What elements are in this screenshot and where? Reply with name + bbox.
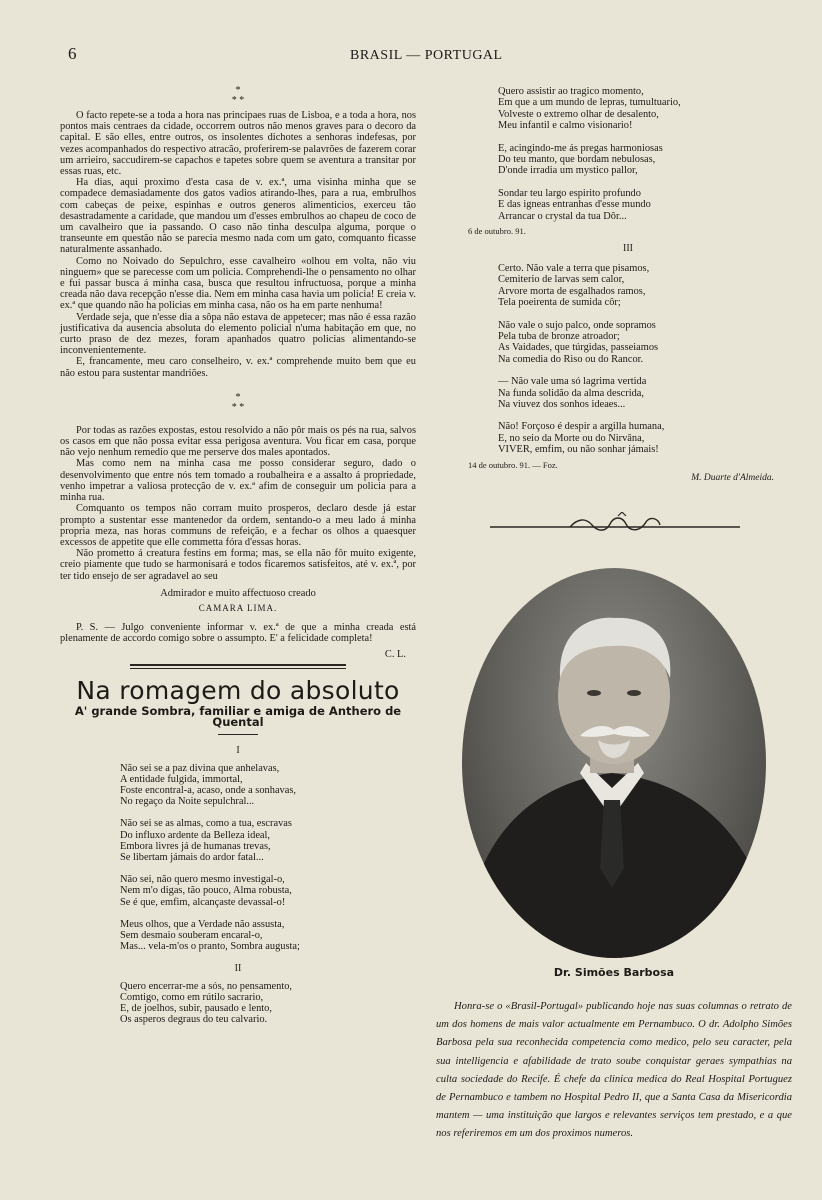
paragraph: E, francamente, meu caro conselheiro, v. ex.ª comprehende muito bem que eu não estou para sustentar mandriões. — [60, 356, 416, 379]
biography — [436, 998, 792, 1144]
stanza: Quero assistir ao tragico momento, Em que a um mundo de lepras, tumultuario, Volveste o extremo olhar de desalento, Meu infantil e calmo visionario! — [498, 86, 681, 132]
running-title: BRASIL — PORTUGAL — [350, 48, 503, 63]
ornament-divider — [490, 512, 740, 538]
stanza: Meus olhos, que a Verdade não assusta, Sem desmaio souberam encaral-o, Mas... vela-m'os o pranto, Sombra augusta; — [120, 918, 300, 953]
poem-part-label: I — [236, 745, 240, 757]
paragraph: Como no Noivado do Sepulchro, esse cavalheiro «olhou em volta, não viu ninguem» que se parecesse com um policia. Comprehendi-lhe o pensamento no olhar e fui passar busca á minha casa, busca que resultou infructuosa, porque a minha creada não dava recepção n'esse dia. Nem em minha casa havia um policia! E creia v. ex.ª que quando não ha policias em minha casa, não os ha em parte nenhuma! — [60, 255, 416, 312]
stanza: Não sei se as almas, como a tua, escravas Do influxo ardente da Belleza ideal, Embora livres já de humanas trevas, Se libertam jámais do ardor fatal... — [120, 818, 292, 863]
stanza: Não! Forçoso é despir a argilla humana, E, no seio da Morte ou do Nirvâna, VIVER, emfim, ou não sonhar jámais! — [498, 421, 665, 456]
letter-closing: Admirador e muito affectuoso creado — [160, 587, 316, 599]
postscript: P. S. — Julgo conveniente informar v. ex.ª de que a minha creada está plenamente de accordo comigo sobre o assumpto. E' a felicidade completa! — [60, 622, 416, 645]
stanza: Certo. Não vale a terra que pisamos, Cemiterio de larvas sem calor, Arvore morta de esgalhados ramos, Tela poeirenta de sumida côr; — [498, 262, 650, 309]
poem-part-label: III — [623, 243, 633, 255]
section-divider — [130, 664, 346, 669]
poem-part-3 — [498, 263, 788, 456]
poem-date: 6 de outubro. 91. — [468, 226, 526, 237]
portrait-caption: Dr. Simões Barbosa — [553, 966, 675, 979]
stanza: E, acingindo-me ás pregas harmoniosas Do teu manto, que bordam nebulosas, D'onde irradia um mystico pallor, — [498, 142, 663, 177]
poem-part-2-start — [120, 981, 416, 1026]
letter-signature: CAMARA LIMA. — [198, 602, 278, 613]
portrait-photo — [462, 568, 766, 958]
paragraph: Não prometto á creatura festins em forma; mas, se ella não fôr muito exigente, creio piamente que tudo se harmonisará e todos ficaremos satisfeitos, até v. ex.ª, por ter tido ensejo de ser agradavel ao seu — [60, 548, 416, 582]
poem-title: Na romagem do absoluto — [76, 675, 400, 705]
section-stars: * * * — [231, 391, 245, 413]
stanza: Sondar teu largo espirito profundo E das igneas entranhas d'esse mundo Arrancar o crystal da tua Dôr... — [498, 187, 651, 222]
poem-dedication: A' grande Sombra, familiar e amiga de Anthero de Quental — [74, 703, 402, 730]
poem-author: M. Duarte d'Almeida. — [691, 472, 774, 483]
stanza: Não sei, não quero mesmo investigal-o, Nem m'o digas, tão pouco, Alma robusta, Se é que, emfim, alcançaste devassal-o! — [120, 874, 292, 908]
stanza: Não sei se a paz divina que anhelavas, A entidade fulgida, immortal, Foste encontral-a, acaso, onde a sonhavas, No regaço da Noite sepulchral... — [120, 762, 297, 808]
poem-part-label: II — [234, 963, 242, 975]
paragraph: Mas como nem na minha casa me posso considerar seguro, dado o desenvolvimento que entre nós tem tomado a roubalheira e a assalto á propriedade, venho impetrar a valiosa protecção de v. ex.ª afim de conseguir um policia para a minha rua. — [60, 458, 416, 504]
paragraph: O facto repete-se a toda a hora nas principaes ruas de Lisboa, e a toda a hora, nos pontos mais centraes da cidade, occorrem outros não menos graves para o decoro da capital. E são elles, entre outros, os insolentes dichotes a senhoras indefesas, por vezes acompanhados do respectivo atracão, proferirem-se palavrões de fazerem corar um arrieiro, saccudirem-se capachos e tapetes sobre quem se aventura a transitar por essas ruas, etc. — [60, 110, 416, 178]
stanza: — Não vale uma só lagrima vertida Na funda solidão da alma descrida, Na viuvez dos sonhos ideaes... — [498, 376, 647, 410]
paragraph: Ha dias, aqui proximo d'esta casa de v. ex.ª, uma visinha minha que se compadece demasiadamente dos gatos vadios atirando-lhes, para a rua, embrulhos com cabeças de peixe, espinhas e outros generos alimenticios, exerceu tão desastradamente a caridade, que mandou um d'esses embrulhos ao chapeu de coco de um cavalheiro que ia passando. O caso não tinha desculpa alguma, porque o transeunte em questão não se parecia mesmo nada com um gato, comquanto ficasse naturalmente assanhado. — [60, 177, 416, 256]
page-number: 6 — [68, 44, 77, 63]
poem-part-2-continued — [498, 86, 788, 222]
right-column — [468, 86, 788, 484]
biography-text: Honra-se o «Brasil-Portugal» publicando hoje nas suas columnas o retrato de um dos homens de mais valor actualmente em Pernambuco. O dr. Adolpho Simões Barbosa pela sua reconhecida competencia como medico, pelo seu caracter, pela sua intelligencia e afabilidade de trato soube conquistar geraes sympathias na culta sociedade do Recife. É chefe da clinica medica do Real Hospital Portuguez de Pernambuco e tambem no Hospital Pedro II, que a Santa Casa da Misericordia mantem — uma instituição que largos e relevantes serviços tem prestado, e a que nos referiremos em um dos proximos numeros. — [436, 1001, 792, 1140]
section-stars: * * * — [231, 85, 245, 106]
left-column — [60, 84, 416, 1036]
short-divider — [218, 734, 258, 735]
stanza: Quero encerrar-me a sós, no pensamento, Comtigo, como em rútilo sacrario, E, de joelhos, subir, pausado e lento, Os asperos degraus do teu calvario. — [120, 980, 293, 1026]
paragraph: Comquanto os tempos não corram muito prosperos, declaro desde já estar prompto a sustentar esse mantenedor da ordem, sentando-o a meu lado á minha propria meza, nas horas communs de refeição, e a fechar os olhos a quaesquer excessos de appetite que elle commetta fóra d'essas horas. — [60, 503, 416, 548]
poem-part-1 — [120, 763, 416, 953]
letter-section-2 — [60, 425, 416, 582]
stanza: Não vale o sujo palco, onde sopramos Pela tuba de bronze atroador; As Vaidades, que túrgidas, passeiamos Na comedia do Riso ou do Rancor. — [498, 319, 659, 365]
portrait-figure — [462, 568, 766, 958]
poem-date: 14 de outubro. 91. — Foz. — [468, 459, 558, 470]
paragraph: Verdade seja, que n'esse dia a sôpa não estava de appetecer; mas não é essa razão justificativa da ausencia absoluta do elemento policial n'uma habitação em que, no curto praso de dez mezes, foram apanhados quatro policias alimentando-se inconvenientemente. — [60, 311, 416, 357]
letter-section-1 — [60, 110, 416, 379]
paragraph: Por todas as razões expostas, estou resolvido a não pôr mais os pés na rua, salvos os casos em que não possa evitar essa perigosa aventura. Vou ficar em casa, porque não vejo nenhum remedio que me perserve dos males apontados. — [60, 424, 416, 459]
postscript-initials: C. L. — [384, 648, 406, 660]
